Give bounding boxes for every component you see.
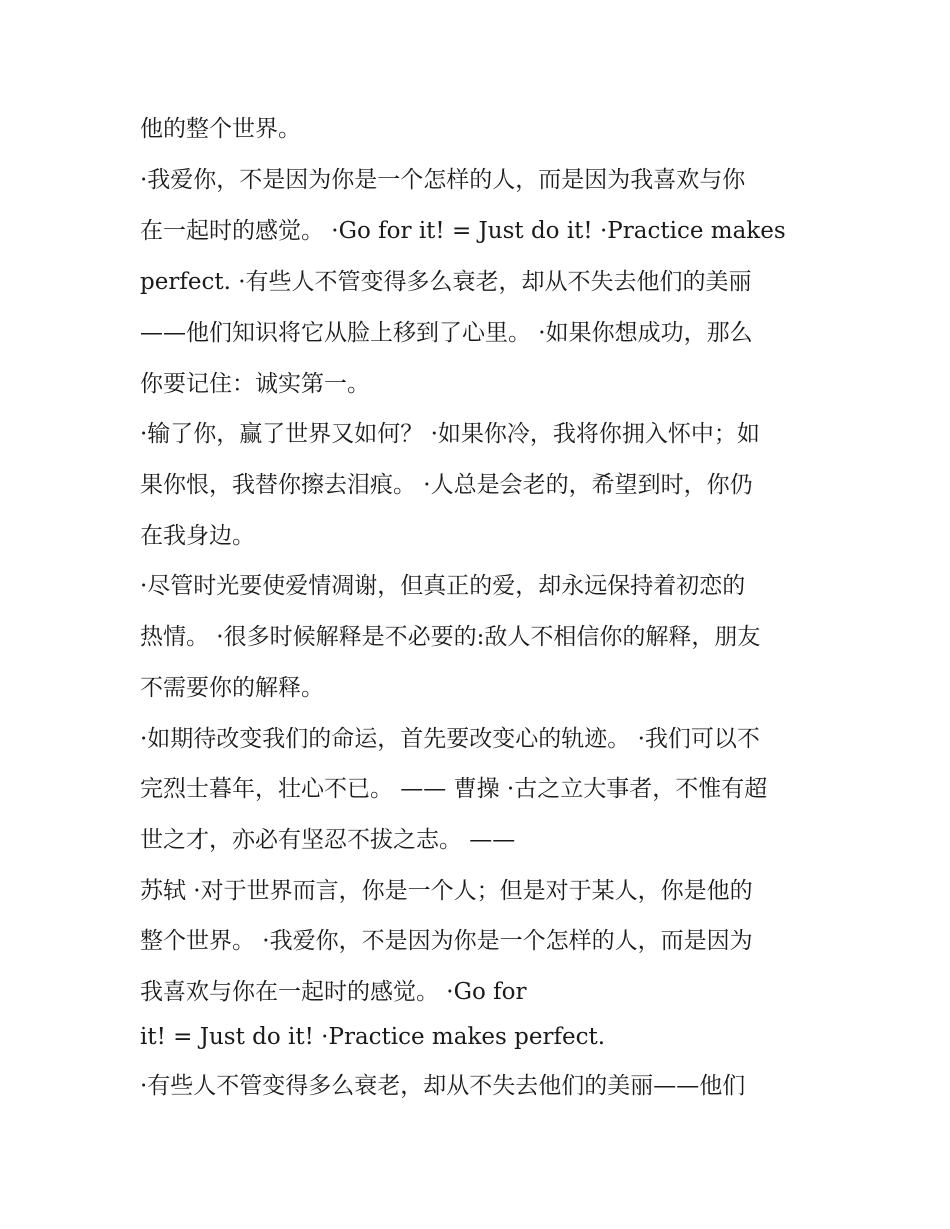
text-line-13: ·如期待改变我们的命运，首先要改变心的轨迹。 ·我们可以不 (140, 726, 760, 752)
text-line-15: 世之才，亦必有坚忍不拔之志。 —— (140, 827, 516, 853)
text-line-10: ·尽管时光要使爱情凋谢，但真正的爱，却永远保持着初恋的 (140, 573, 746, 599)
text-line-2: ·我爱你，不是因为你是一个怎样的人，而是因为我喜欢与你 (140, 167, 746, 193)
text-line-5: ——他们知识将它从脸上移到了心里。 ·如果你想成功，那么 (140, 320, 753, 346)
text-line-9: 在我身边。 (140, 523, 255, 549)
text-line-1: 他的整个世界。 (140, 116, 301, 142)
text-line-16: 苏轼 ·对于世界而言，你是一个人；但是对于某人，你是他的 (140, 878, 753, 904)
text-line-8: 果你恨，我替你擦去泪痕。 ·人总是会老的，希望到时，你仍 (140, 472, 753, 498)
text-line-7: ·输了你，赢了世界又如何？ ·如果你冷，我将你拥入怀中；如 (140, 421, 760, 447)
text-line-4: perfect. ·有些人不管变得多么衰老，却从不失去他们的美丽 (140, 269, 752, 295)
text-line-11: 热情。 ·很多时候解释是不必要的:敌人不相信你的解释，朋友 (140, 624, 761, 650)
text-line-19: it! = Just do it! ·Practice makes perfect. (140, 1024, 606, 1050)
text-line-12: 不需要你的解释。 (140, 675, 324, 701)
text-line-14: 完烈士暮年，壮心不已。 —— 曹操 ·古之立大事者，不惟有超 (140, 776, 768, 802)
text-line-6: 你要记住：诚实第一。 (140, 371, 370, 397)
text-line-17: 整个世界。 ·我爱你，不是因为你是一个怎样的人，而是因为 (140, 928, 753, 954)
text-line-3: 在一起时的感觉。 ·Go for it! = Just do it! ·Practice makes (140, 218, 786, 244)
text-line-20: ·有些人不管变得多么衰老，却从不失去他们的美丽——他们 (140, 1073, 746, 1099)
text-line-18: 我喜欢与你在一起时的感觉。 ·Go for (140, 979, 527, 1005)
